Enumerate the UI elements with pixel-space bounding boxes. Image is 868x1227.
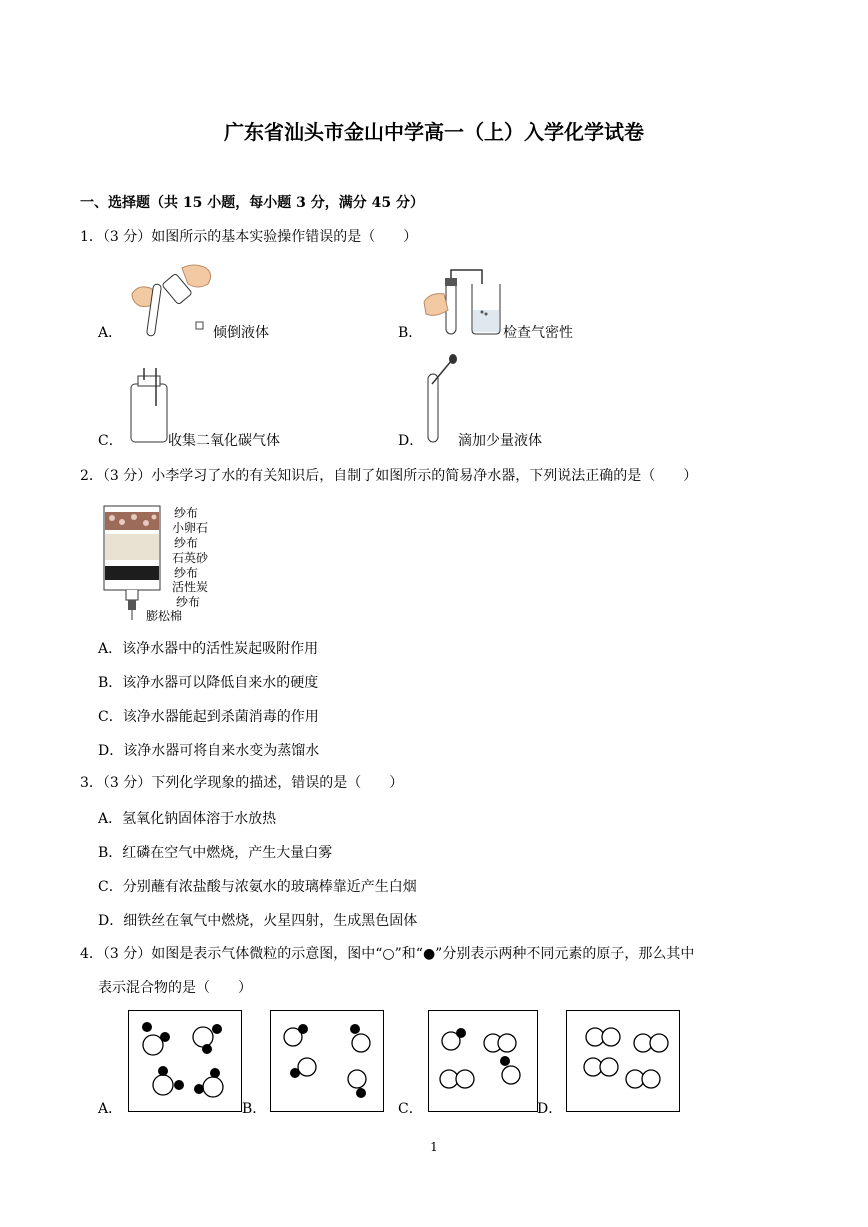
option-caption: 倾倒液体 xyxy=(213,325,269,341)
option-c xyxy=(98,876,417,896)
option-text: 红磷在空气中燃烧，产生大量白雾 xyxy=(122,845,333,861)
question-number: 1． xyxy=(80,229,103,245)
gas-tightness-figure xyxy=(422,262,504,340)
question-number: 3． xyxy=(80,775,103,791)
option-letter: B． xyxy=(242,1101,267,1117)
option-caption: 收集二氧化碳气体 xyxy=(168,433,280,449)
filter-label: 小卵石 xyxy=(172,521,209,535)
option-a xyxy=(98,808,276,828)
question-text: （3 分）如图所示的基本实验操作错误的是（ ） xyxy=(102,229,418,245)
molecule-diagram-a xyxy=(129,1011,241,1111)
option-letter: C． xyxy=(98,879,123,895)
option-letter: A． xyxy=(98,641,123,657)
filter-label: 纱布 xyxy=(176,595,201,609)
question-2 xyxy=(80,467,697,485)
filter-label: 纱布 xyxy=(174,566,199,580)
option-c xyxy=(98,706,319,726)
option-text: 细铁丝在氧气中燃烧，火星四射，生成黑色固体 xyxy=(123,913,418,929)
option-letter: C． xyxy=(98,433,123,449)
option-a xyxy=(98,638,318,658)
molecule-box-c xyxy=(428,1010,538,1112)
option-caption: 检查气密性 xyxy=(503,325,573,341)
question-text: （3 分）小李学习了水的有关知识后，自制了如图所示的简易净水器，下列说法正确的是（ ） xyxy=(102,468,698,484)
option-caption: 滴加少量液体 xyxy=(458,433,542,449)
option-letter: A． xyxy=(98,325,123,341)
option-text: 氢氧化钠固体溶于水放热 xyxy=(122,811,277,827)
question-4 xyxy=(80,945,694,963)
filter-label: 纱布 xyxy=(174,506,199,520)
collect-co2-figure xyxy=(128,366,170,446)
option-letter: B． xyxy=(98,675,123,691)
page-title: 广东省汕头市金山中学高一（上）入学化学试卷 xyxy=(224,120,644,144)
filter-label: 膨松棉 xyxy=(146,609,183,623)
option-letter: A． xyxy=(98,811,123,827)
filter-label: 活性炭 xyxy=(172,580,209,594)
molecule-box-b xyxy=(270,1010,384,1112)
molecule-diagram-d xyxy=(567,1011,679,1111)
question-number: 4． xyxy=(80,946,103,962)
option-text: 该净水器能起到杀菌消毒的作用 xyxy=(122,709,319,725)
option-letter: B． xyxy=(98,845,123,861)
option-b xyxy=(98,842,332,862)
option-letter: A． xyxy=(98,1101,123,1117)
page-number: 1 xyxy=(430,1140,438,1154)
option-text: 该净水器可将自来水变为蒸馏水 xyxy=(123,743,320,759)
molecule-diagram-b xyxy=(271,1011,383,1111)
option-letter: D． xyxy=(398,433,424,449)
molecule-box-d xyxy=(566,1010,680,1112)
option-d xyxy=(98,910,417,930)
option-text: 该净水器中的活性炭起吸附作用 xyxy=(122,641,319,657)
molecule-box-a xyxy=(128,1010,242,1112)
option-letter: B． xyxy=(398,325,423,341)
molecule-diagram-c xyxy=(429,1011,537,1111)
question-text: （3 分）下列化学现象的描述，错误的是（ ） xyxy=(102,775,404,791)
option-letter: C． xyxy=(98,709,123,725)
filter-label: 纱布 xyxy=(174,536,199,550)
question-3 xyxy=(80,774,403,792)
question-4-line-2: 表示混合物的是（ ） xyxy=(98,980,252,996)
option-text: 分别蘸有浓盐酸与浓氨水的玻璃棒靠近产生白烟 xyxy=(122,879,417,895)
question-number: 2． xyxy=(80,468,103,484)
option-d xyxy=(98,740,319,760)
option-letter: D． xyxy=(98,743,124,759)
water-filter-figure xyxy=(98,502,168,622)
dropping-liquid-figure xyxy=(424,354,460,444)
option-b xyxy=(98,672,318,692)
question-1 xyxy=(80,228,417,246)
pouring-liquid-figure xyxy=(128,262,218,342)
option-text: 该净水器可以降低自来水的硬度 xyxy=(122,675,319,691)
question-text: （3 分）如图是表示气体微粒的示意图，图中“○”和“●”分别表示两种不同元素的原子，那么其中 xyxy=(102,946,695,962)
section-heading: 一、选择题（共 15 小题，每小题 3 分，满分 45 分） xyxy=(80,195,424,211)
filter-label: 石英砂 xyxy=(172,551,209,565)
option-letter: D． xyxy=(98,913,124,929)
option-letter: D． xyxy=(537,1101,563,1117)
option-letter: C． xyxy=(398,1101,423,1117)
